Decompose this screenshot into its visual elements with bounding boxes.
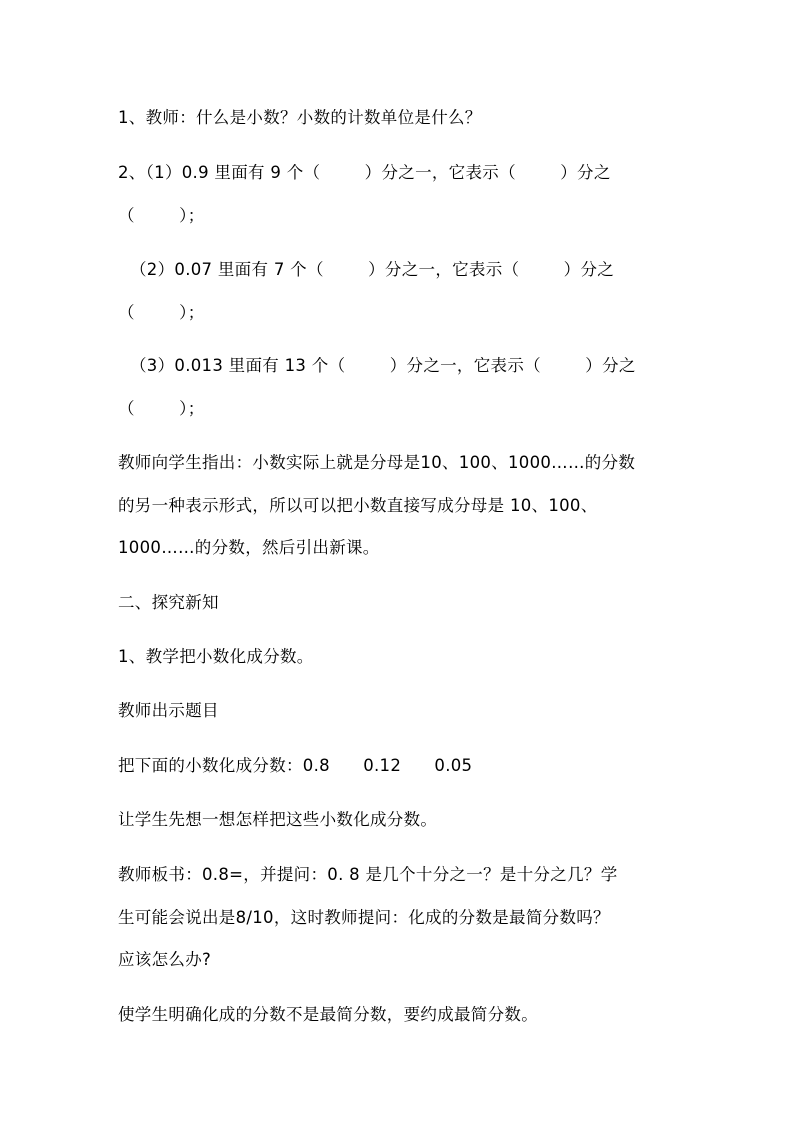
question-2-2-continuation: （ ）； <box>118 303 205 322</box>
problem-statement: 把下面的小数化成分数：0.8 0.12 0.05 <box>118 756 473 775</box>
section-heading: 二、探究新知 <box>118 593 219 612</box>
question-2-3-line: （3）0.013 里面有 13 个（ ）分之一，它表示（ ）分之 <box>130 356 636 375</box>
conclusion-line: 使学生明确化成的分数不是最简分数，要约成最简分数。 <box>118 1005 538 1024</box>
teacher-shows-problem: 教师出示题目 <box>118 701 219 720</box>
student-thinking-line: 让学生先想一想怎样把这些小数化成分数。 <box>118 810 438 829</box>
teacher-board-line-1: 教师板书：0.8=，并提问：0. 8 是几个十分之一？是十分之几？学 <box>118 865 618 884</box>
question-2-2-line: （2）0.07 里面有 7 个（ ）分之一，它表示（ ）分之 <box>130 260 615 279</box>
teacher-note-line-3: 1000……的分数，然后引出新课。 <box>118 538 380 557</box>
teacher-note-line-1: 教师向学生指出：小数实际上就是分母是10、100、1000……的分数 <box>118 453 636 472</box>
teacher-board-line-2: 生可能会说出是8/10，这时教师提问：化成的分数是最简分数吗？ <box>118 908 610 927</box>
question-2-1-continuation: （ ）； <box>118 206 205 225</box>
question-2-3-continuation: （ ）； <box>118 399 205 418</box>
teacher-board-line-3: 应该怎么办? <box>118 950 212 969</box>
question-2-1-line: 2、（1）0.9 里面有 9 个（ ）分之一，它表示（ ）分之 <box>118 163 611 182</box>
question-1-line: 1、教师：什么是小数？小数的计数单位是什么？ <box>118 108 482 127</box>
teacher-note-line-2: 的另一种表示形式，所以可以把小数直接写成分母是 10、100、 <box>118 496 598 515</box>
teaching-item-1: 1、教学把小数化成分数。 <box>118 647 314 666</box>
